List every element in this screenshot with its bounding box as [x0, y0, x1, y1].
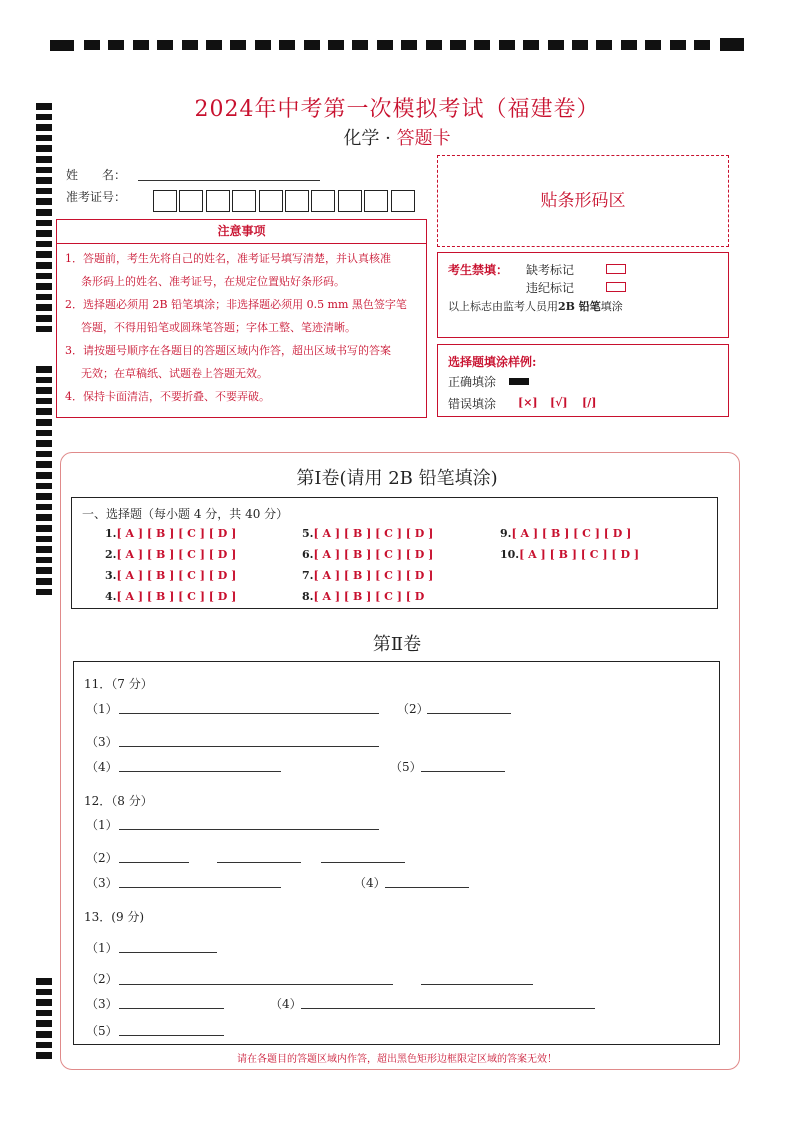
- timing-mark: [426, 40, 442, 50]
- wrong-mark-1: [×]: [518, 396, 538, 409]
- timing-mark: [720, 38, 744, 51]
- mc-item-options[interactable]: [ A ] [ B ] [ C ] [ D ]: [116, 548, 237, 561]
- timing-mark: [36, 167, 52, 174]
- timing-mark: [36, 377, 52, 384]
- exam-id-digit-box[interactable]: [206, 190, 230, 212]
- timing-mark: [36, 589, 52, 596]
- q11-5-label: （5）: [390, 760, 422, 774]
- notice-box: [56, 243, 427, 418]
- mc-item-options[interactable]: [ A ] [ B ] [ C ] [ D ]: [116, 569, 237, 582]
- timing-mark: [36, 1031, 52, 1038]
- timing-mark: [36, 198, 52, 205]
- timing-mark: [36, 304, 52, 311]
- forbidden-box: [437, 252, 729, 338]
- timing-mark: [621, 40, 637, 50]
- timing-mark: [36, 156, 52, 163]
- exam-id-digit-box[interactable]: [153, 190, 177, 212]
- mc-item-options[interactable]: [ A ] [ B ] [ C ] [ D: [313, 590, 425, 603]
- timing-mark: [36, 430, 52, 437]
- exam-id-digit-box[interactable]: [259, 190, 283, 212]
- notice-line-7: 4．保持卡面清洁，不要折叠、不要弄破。: [65, 390, 270, 403]
- q11-5-answer[interactable]: [421, 771, 505, 772]
- timing-mark: [572, 40, 588, 50]
- mc-item-number: 2.: [105, 548, 117, 561]
- wrong-mark-2: [√]: [550, 396, 568, 409]
- timing-mark: [499, 40, 515, 50]
- timing-mark: [36, 978, 52, 985]
- notice-line-2: 条形码上的姓名、准考证号，在规定位置贴好条形码。: [81, 275, 345, 288]
- q13-2-label: （2）: [86, 972, 118, 986]
- mc-item[interactable]: [302, 569, 433, 582]
- mc-item-options[interactable]: [ A ] [ B ] [ C ] [ D ]: [511, 527, 632, 540]
- timing-mark: [36, 177, 52, 184]
- notice-line-1: 1．答题前，考生先将自己的姓名，准考证号填写清楚，并认真核准: [65, 252, 391, 265]
- q13-2-answer-a[interactable]: [119, 984, 393, 985]
- timing-mark: [36, 440, 52, 447]
- timing-mark: [36, 578, 52, 585]
- q13-5-answer[interactable]: [119, 1035, 224, 1036]
- violation-mark-label: 违纪标记: [526, 281, 575, 295]
- timing-mark: [36, 451, 52, 458]
- timing-mark: [157, 40, 173, 50]
- wrong-mark-3: [/]: [582, 396, 597, 409]
- timing-mark: [548, 40, 564, 50]
- name-field[interactable]: [138, 180, 320, 181]
- timing-mark: [694, 40, 710, 50]
- mc-item-number: 8.: [302, 590, 314, 603]
- barcode-label: 贴条形码区: [540, 191, 626, 211]
- mc-item-options[interactable]: [ A ] [ B ] [ C ] [ D ]: [313, 569, 434, 582]
- timing-mark: [36, 1020, 52, 1027]
- exam-id-digit-box[interactable]: [285, 190, 309, 212]
- q12-2-answer-c[interactable]: [321, 862, 405, 863]
- q12-3-label: （3）: [86, 876, 118, 890]
- timing-mark: [36, 546, 52, 553]
- q11-1-answer[interactable]: [119, 713, 379, 714]
- page-title: 2024年中考第一次模拟考试（福建卷）: [194, 97, 600, 122]
- timing-mark: [36, 230, 52, 237]
- timing-mark: [36, 315, 52, 322]
- notice-line-5: 3．请按题号顺序在各题目的答题区域内作答，超出区域书写的答案: [65, 344, 391, 357]
- exam-id-digit-box[interactable]: [364, 190, 388, 212]
- section1-title: 一、选择题（每小题 4 分，共 40 分）: [82, 507, 289, 521]
- timing-mark: [596, 40, 612, 50]
- wrong-fill-label: 错误填涂: [448, 397, 497, 411]
- forbidden-label: 考生禁填：: [448, 263, 509, 277]
- timing-mark: [84, 40, 100, 50]
- timing-mark: [206, 40, 222, 50]
- q12-4-label: （4）: [354, 876, 386, 890]
- exam-id-digit-box[interactable]: [179, 190, 203, 212]
- note-bold: 2B 铅笔: [558, 300, 601, 313]
- mc-item-number: 4.: [105, 590, 117, 603]
- timing-mark: [352, 40, 368, 50]
- timing-mark: [36, 209, 52, 216]
- q12-2-label: （2）: [86, 851, 118, 865]
- timing-mark: [255, 40, 271, 50]
- mc-item[interactable]: [105, 590, 236, 603]
- q12-3-answer[interactable]: [119, 887, 281, 888]
- part2-title: 第Ⅱ卷: [372, 634, 422, 655]
- exam-id-digit-box[interactable]: [391, 190, 415, 212]
- timing-mark: [36, 493, 52, 500]
- timing-mark: [36, 504, 52, 511]
- notice-title: 注意事项: [217, 224, 266, 238]
- q13-4-label: （4）: [270, 997, 302, 1011]
- timing-mark: [401, 40, 417, 50]
- correct-fill-mark: [509, 378, 529, 385]
- timing-mark: [36, 387, 52, 394]
- subject-label: 化学: [343, 128, 380, 149]
- forbidden-note: [448, 298, 623, 314]
- exam-id-digit-box[interactable]: [232, 190, 256, 212]
- mc-item-options[interactable]: [ A ] [ B ] [ C ] [ D ]: [116, 527, 237, 540]
- mc-item-number: 3.: [105, 569, 117, 582]
- timing-mark: [36, 241, 52, 248]
- notice-line-6: 无效；在草稿纸、试题卷上答题无效。: [81, 367, 268, 380]
- timing-mark: [36, 251, 52, 258]
- exam-id-digit-box[interactable]: [338, 190, 362, 212]
- q12-2-answer-b[interactable]: [217, 862, 301, 863]
- q11-header: 11．（7 分）: [84, 677, 153, 691]
- q13-5-label: （5）: [86, 1024, 118, 1038]
- timing-mark: [36, 188, 52, 195]
- timing-mark: [645, 40, 661, 50]
- q12-2-answer-a[interactable]: [119, 862, 189, 863]
- timing-mark: [36, 514, 52, 521]
- timing-mark: [36, 398, 52, 405]
- q13-1-answer[interactable]: [119, 952, 217, 953]
- q11-4-label: （4）: [86, 760, 118, 774]
- exam-id-digit-box[interactable]: [311, 190, 335, 212]
- timing-mark: [36, 1042, 52, 1049]
- timing-mark: [279, 40, 295, 50]
- mc-item-number: 10.: [500, 548, 520, 561]
- q12-header: 12．（8 分）: [84, 794, 153, 808]
- mc-item-options[interactable]: [ A ] [ B ] [ C ] [ D ]: [519, 548, 640, 561]
- mc-item[interactable]: [105, 548, 236, 561]
- mc-item-number: 5.: [302, 527, 314, 540]
- timing-mark: [36, 326, 52, 333]
- mc-item-number: 9.: [500, 527, 512, 540]
- q13-3-label: （3）: [86, 997, 118, 1011]
- timing-mark: [36, 1010, 52, 1017]
- separator-dot: ·: [385, 128, 391, 149]
- mc-item-number: 7.: [302, 569, 314, 582]
- q12-1-answer[interactable]: [119, 829, 379, 830]
- notice-header: [56, 219, 427, 244]
- note-post: 填涂: [600, 300, 623, 313]
- barcode-area: [437, 155, 729, 247]
- page-subtitle: [0, 124, 794, 150]
- q11-2-label: （2）: [397, 702, 429, 716]
- name-label: 姓 名：: [66, 168, 127, 182]
- mc-item-options[interactable]: [ A ] [ B ] [ C ] [ D ]: [313, 527, 434, 540]
- violation-mark-box[interactable]: [606, 282, 626, 292]
- timing-mark: [36, 262, 52, 269]
- card-label: 答题卡: [396, 128, 451, 149]
- q13-4-answer[interactable]: [301, 1008, 595, 1009]
- timing-mark: [36, 283, 52, 290]
- timing-mark: [36, 999, 52, 1006]
- mc-item[interactable]: [302, 548, 433, 561]
- timing-mark: [36, 567, 52, 574]
- mc-item-options[interactable]: [ A ] [ B ] [ C ] [ D ]: [313, 548, 434, 561]
- timing-mark: [36, 366, 52, 373]
- mc-item[interactable]: [105, 569, 236, 582]
- timing-mark: [474, 40, 490, 50]
- absent-mark-box[interactable]: [606, 264, 626, 274]
- mc-item[interactable]: [302, 527, 433, 540]
- timing-mark: [36, 525, 52, 532]
- q11-2-answer[interactable]: [427, 713, 511, 714]
- timing-mark: [36, 989, 52, 996]
- timing-mark: [36, 294, 52, 301]
- timing-mark: [50, 40, 74, 51]
- timing-mark: [328, 40, 344, 50]
- fill-sample-box: [437, 344, 729, 417]
- correct-fill-label: 正确填涂: [448, 375, 497, 389]
- mc-item[interactable]: [500, 548, 639, 561]
- timing-mark: [36, 419, 52, 426]
- mc-item[interactable]: [105, 527, 236, 540]
- note-pre: 以上标志由监考人员用: [448, 300, 558, 313]
- q13-3-answer[interactable]: [119, 1008, 224, 1009]
- timing-mark: [450, 40, 466, 50]
- mc-item-options[interactable]: [ A ] [ B ] [ C ] [ D ]: [116, 590, 237, 603]
- timing-mark: [304, 40, 320, 50]
- timing-mark: [230, 40, 246, 50]
- q11-1-label: （1）: [86, 702, 118, 716]
- timing-mark: [377, 40, 393, 50]
- timing-mark: [670, 40, 686, 50]
- timing-mark: [182, 40, 198, 50]
- part1-title: 第Ⅰ卷(请用 2B 铅笔填涂): [296, 468, 498, 489]
- absent-mark-label: 缺考标记: [526, 263, 575, 277]
- q13-2-answer-b[interactable]: [421, 984, 533, 985]
- q13-header: 13．(9 分): [84, 910, 145, 924]
- timing-mark: [36, 273, 52, 280]
- exam-id-label: 准考证号：: [66, 190, 127, 204]
- q12-4-answer[interactable]: [385, 887, 469, 888]
- notice-line-3: 2．选择题必须用 2B 铅笔填涂；非选择题必须用 0.5 mm 黑色签字笔: [65, 298, 407, 311]
- q11-3-answer[interactable]: [119, 746, 379, 747]
- timing-mark: [133, 40, 149, 50]
- timing-mark: [523, 40, 539, 50]
- footer-warning: 请在各题目的答题区域内作答，超出黑色矩形边框限定区域的答案无效！: [237, 1054, 557, 1065]
- mc-item-number: 6.: [302, 548, 314, 561]
- fill-sample-title: 选择题填涂样例:: [448, 355, 537, 369]
- part2-box: [73, 661, 720, 1045]
- timing-mark: [36, 536, 52, 543]
- q12-1-label: （1）: [86, 818, 118, 832]
- timing-mark: [36, 220, 52, 227]
- q11-3-label: （3）: [86, 735, 118, 749]
- q13-1-label: （1）: [86, 941, 118, 955]
- timing-mark: [36, 408, 52, 415]
- q11-4-answer[interactable]: [119, 771, 281, 772]
- mc-item[interactable]: [302, 590, 424, 603]
- timing-mark: [108, 40, 124, 50]
- mc-item[interactable]: [500, 527, 631, 540]
- timing-mark: [36, 557, 52, 564]
- notice-line-4: 答题，不得用铅笔或圆珠笔答题；字体工整、笔迹清晰。: [81, 321, 356, 334]
- mc-item-number: 1.: [105, 527, 117, 540]
